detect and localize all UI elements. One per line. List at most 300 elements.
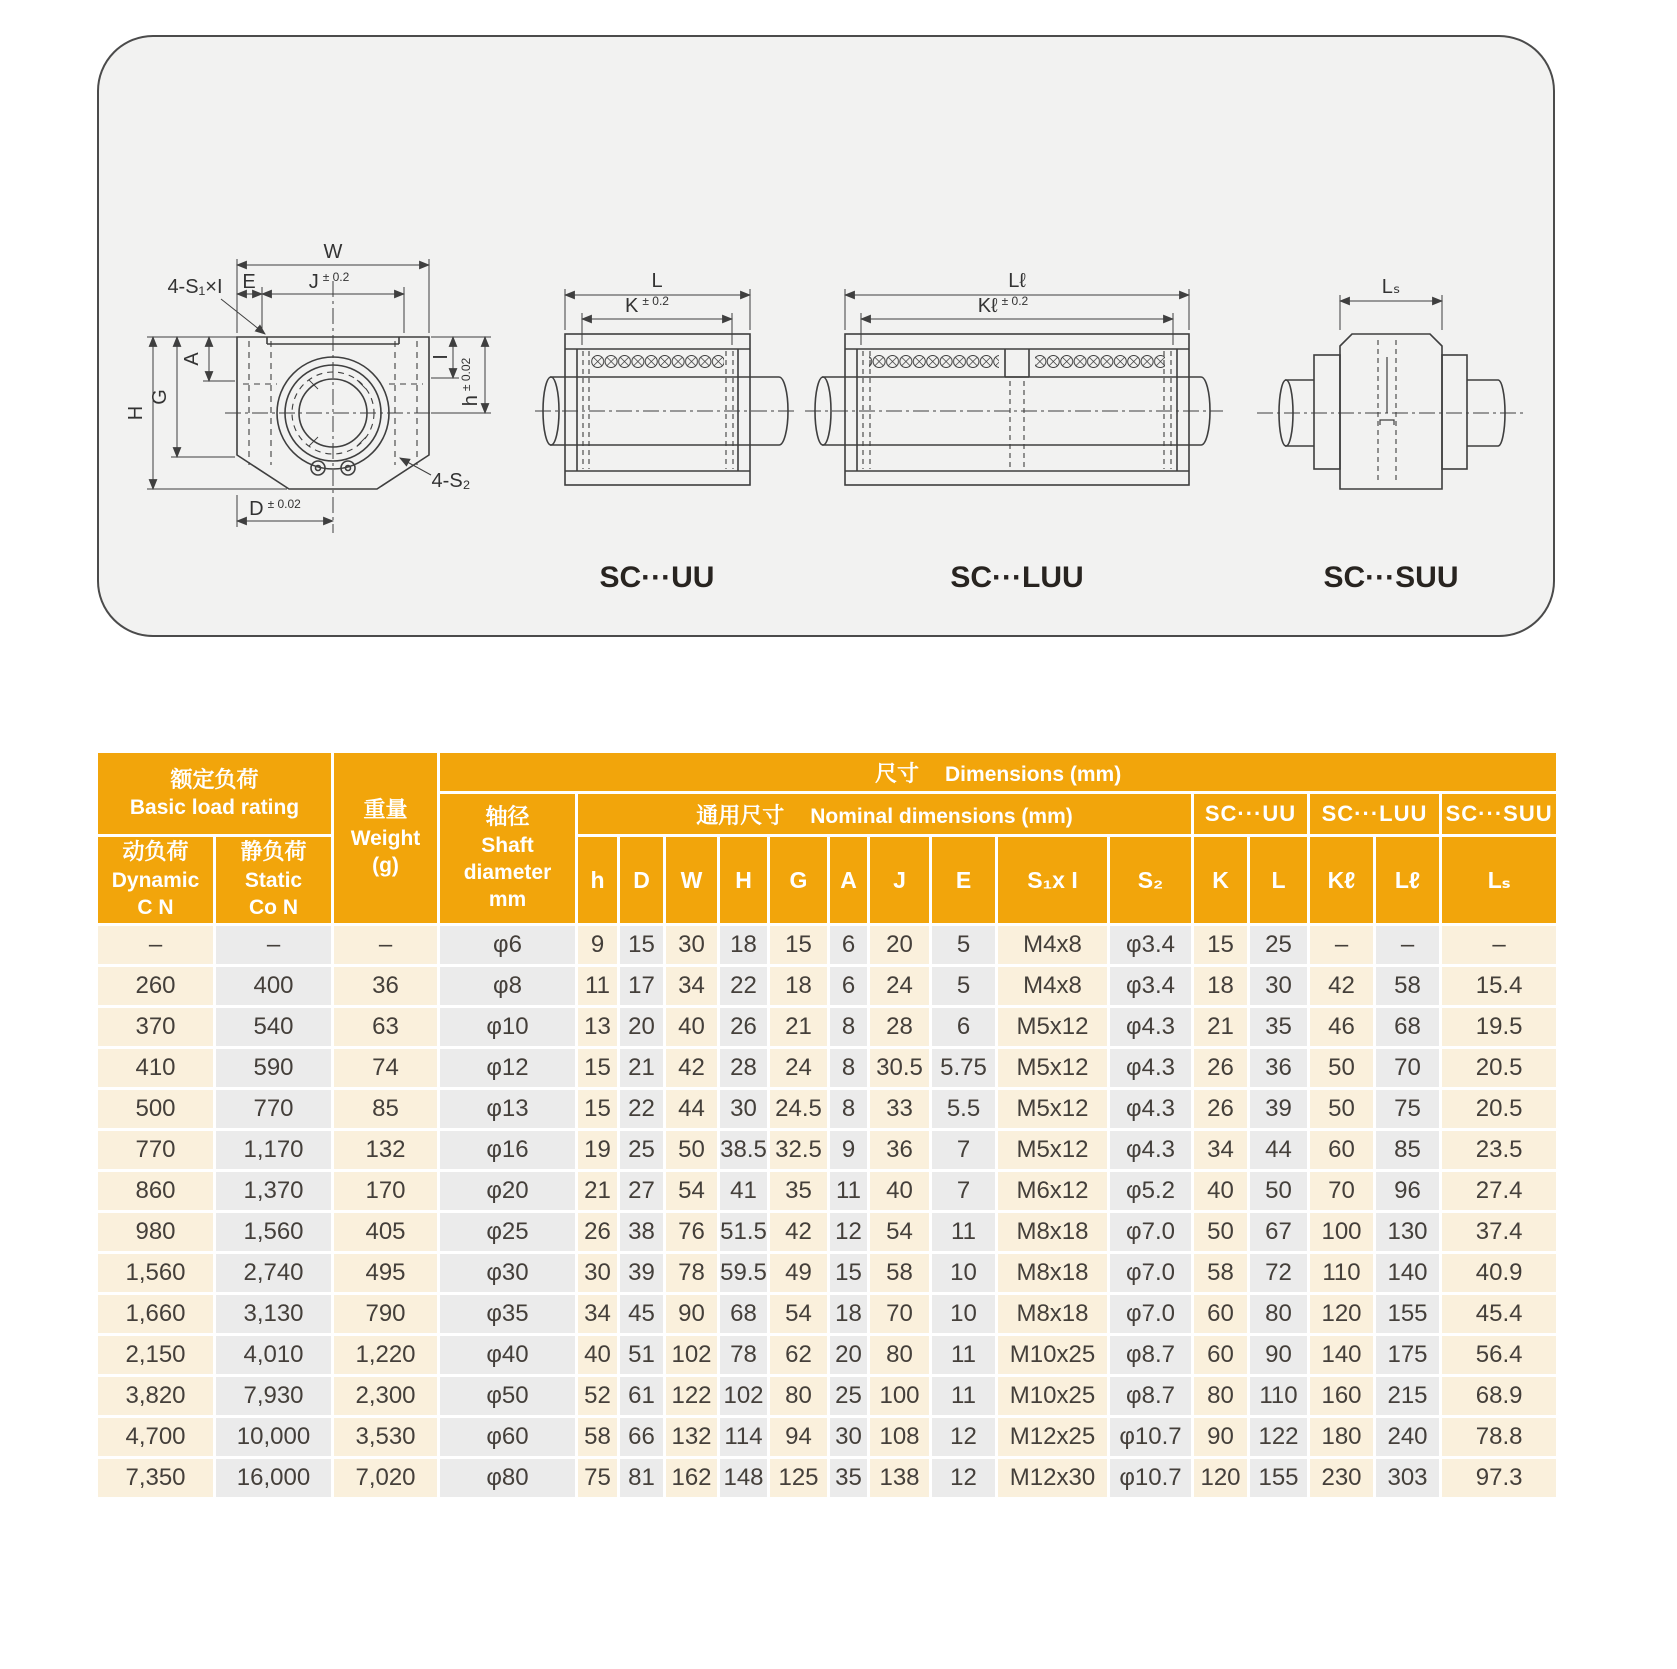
- column-letter: H: [719, 836, 769, 925]
- spec-table: [95, 750, 1559, 1500]
- table-cell: φ4.3: [1109, 1130, 1193, 1171]
- table-cell: M12x30: [997, 1458, 1109, 1499]
- table-cell: 27: [619, 1171, 665, 1212]
- table-cell: 108: [869, 1417, 931, 1458]
- table-cell: 58: [869, 1253, 931, 1294]
- table-cell: 130: [1375, 1212, 1441, 1253]
- table-cell: 5: [931, 925, 997, 966]
- table-cell: 56.4: [1441, 1335, 1558, 1376]
- table-cell: 58: [577, 1417, 619, 1458]
- header-sc-uu: SC···UU: [1193, 793, 1309, 836]
- header-weight-zh: 重量: [363, 797, 408, 823]
- table-body: [97, 925, 1558, 1499]
- table-cell: 36: [1249, 1048, 1309, 1089]
- table-cell: 102: [665, 1335, 719, 1376]
- table-cell: 15: [577, 1048, 619, 1089]
- header-shaft-diameter: [439, 793, 577, 925]
- table-cell: 114: [719, 1417, 769, 1458]
- header-basic-load-rating: [97, 752, 333, 836]
- table-cell: φ4.3: [1109, 1089, 1193, 1130]
- table-cell: 15: [619, 925, 665, 966]
- table-cell: 132: [665, 1417, 719, 1458]
- table-cell: 10,000: [215, 1417, 333, 1458]
- column-letter: Kℓ: [1309, 836, 1375, 925]
- table-cell: 50: [665, 1130, 719, 1171]
- table-cell: 21: [769, 1007, 829, 1048]
- table-cell: φ10.7: [1109, 1458, 1193, 1499]
- header-dynamic-load: [97, 836, 215, 925]
- table-cell: 34: [1193, 1130, 1249, 1171]
- column-letter: W: [665, 836, 719, 925]
- table-row: [97, 1048, 1558, 1089]
- table-cell: φ8: [439, 966, 577, 1007]
- table-cell: 18: [829, 1294, 869, 1335]
- front-view-drawing: [125, 241, 491, 533]
- table-cell: 50: [1249, 1171, 1309, 1212]
- column-letter: J: [869, 836, 931, 925]
- table-cell: 66: [619, 1417, 665, 1458]
- table-cell: 15: [577, 1089, 619, 1130]
- table-cell: 5.75: [931, 1048, 997, 1089]
- table-cell: 40.9: [1441, 1253, 1558, 1294]
- table-cell: 94: [769, 1417, 829, 1458]
- table-cell: 37.4: [1441, 1212, 1558, 1253]
- table-cell: 170: [333, 1171, 439, 1212]
- table-row: [97, 1458, 1558, 1499]
- table-cell: 80: [869, 1335, 931, 1376]
- table-cell: 63: [333, 1007, 439, 1048]
- table-cell: φ10: [439, 1007, 577, 1048]
- dim-label-j: J $^{\pm 0.2}$: [308, 270, 350, 293]
- dim-label-bolts-top: 4-S₁×I: [167, 276, 223, 298]
- dim-label-a: A: [181, 352, 203, 366]
- header-static-en: Static: [244, 869, 303, 892]
- table-cell: 25: [1249, 925, 1309, 966]
- table-cell: 26: [1193, 1048, 1249, 1089]
- table-cell: 400: [215, 966, 333, 1007]
- table-row: [97, 966, 1558, 1007]
- dim-label-d: D $^{\pm 0.02}$: [249, 497, 301, 520]
- table-cell: 42: [665, 1048, 719, 1089]
- column-letter: S₁x I: [997, 836, 1109, 925]
- table-cell: 10: [931, 1253, 997, 1294]
- table-cell: 370: [97, 1007, 215, 1048]
- table-cell: 100: [869, 1376, 931, 1417]
- dim-label-k-uu: K $^{\pm 0.2}$: [625, 294, 669, 317]
- table-cell: 35: [829, 1458, 869, 1499]
- table-cell: 590: [215, 1048, 333, 1089]
- table-row: [97, 925, 1558, 966]
- table-cell: φ60: [439, 1417, 577, 1458]
- caption-sc-uu: SC···UU: [599, 561, 715, 594]
- table-cell: 68: [719, 1294, 769, 1335]
- table-cell: 38.5: [719, 1130, 769, 1171]
- table-cell: 12: [829, 1212, 869, 1253]
- table-cell: M4x8: [997, 925, 1109, 966]
- table-cell: 45.4: [1441, 1294, 1558, 1335]
- column-letter: Lₛ: [1441, 836, 1558, 925]
- table-cell: 39: [619, 1253, 665, 1294]
- table-row: [97, 1376, 1558, 1417]
- table-cell: 61: [619, 1376, 665, 1417]
- column-letter: Lℓ: [1375, 836, 1441, 925]
- header-dynamic-unit: C N: [137, 896, 174, 920]
- column-letter: A: [829, 836, 869, 925]
- table-cell: 54: [665, 1171, 719, 1212]
- table-cell: φ8.7: [1109, 1335, 1193, 1376]
- table-cell: 4,700: [97, 1417, 215, 1458]
- table-cell: M5x12: [997, 1007, 1109, 1048]
- table-cell: M8x18: [997, 1212, 1109, 1253]
- table-cell: 28: [869, 1007, 931, 1048]
- table-cell: φ6: [439, 925, 577, 966]
- table-cell: M5x12: [997, 1048, 1109, 1089]
- header-dimensions-zh: 尺寸: [875, 760, 920, 786]
- table-cell: 13: [577, 1007, 619, 1048]
- dim-label-g: G: [149, 389, 171, 405]
- table-cell: 12: [931, 1417, 997, 1458]
- table-cell: 40: [1193, 1171, 1249, 1212]
- table-cell: 500: [97, 1089, 215, 1130]
- table-cell: 20.5: [1441, 1048, 1558, 1089]
- table-cell: φ30: [439, 1253, 577, 1294]
- table-cell: 24: [869, 966, 931, 1007]
- table-cell: 11: [931, 1376, 997, 1417]
- table-cell: –: [215, 925, 333, 966]
- table-cell: φ4.3: [1109, 1007, 1193, 1048]
- table-cell: M10x25: [997, 1376, 1109, 1417]
- table-cell: 20: [829, 1335, 869, 1376]
- table-cell: 76: [665, 1212, 719, 1253]
- table-cell: 8: [829, 1089, 869, 1130]
- table-row: [97, 1417, 1558, 1458]
- table-cell: φ13: [439, 1089, 577, 1130]
- table-cell: 11: [931, 1212, 997, 1253]
- table-cell: 15: [829, 1253, 869, 1294]
- table-cell: 40: [577, 1335, 619, 1376]
- table-cell: 3,530: [333, 1417, 439, 1458]
- table-cell: 240: [1375, 1417, 1441, 1458]
- table-cell: 70: [1309, 1171, 1375, 1212]
- table-cell: 30: [829, 1417, 869, 1458]
- drawing-panel: [97, 35, 1555, 637]
- table-cell: 122: [665, 1376, 719, 1417]
- table-cell: 4,010: [215, 1335, 333, 1376]
- table-cell: 24.5: [769, 1089, 829, 1130]
- header-static-zh: 静负荷: [240, 839, 307, 865]
- table-cell: 90: [1193, 1417, 1249, 1458]
- column-letter: G: [769, 836, 829, 925]
- table-cell: 80: [1249, 1294, 1309, 1335]
- table-cell: 120: [1309, 1294, 1375, 1335]
- table-cell: M6x12: [997, 1171, 1109, 1212]
- table-cell: 18: [719, 925, 769, 966]
- header-dimensions-en: Dimensions (mm): [945, 762, 1122, 786]
- table-cell: 495: [333, 1253, 439, 1294]
- table-cell: 100: [1309, 1212, 1375, 1253]
- table-cell: 8: [829, 1048, 869, 1089]
- table-cell: 405: [333, 1212, 439, 1253]
- table-cell: 80: [1193, 1376, 1249, 1417]
- dim-label-k-luu: Kℓ $^{\pm 0.2}$: [977, 294, 1029, 317]
- table-cell: 25: [829, 1376, 869, 1417]
- table-cell: 770: [97, 1130, 215, 1171]
- table-cell: 15: [769, 925, 829, 966]
- table-cell: 78: [665, 1253, 719, 1294]
- table-row: [97, 1171, 1558, 1212]
- header-sc-luu: SC···LUU: [1309, 793, 1441, 836]
- table-cell: 60: [1309, 1130, 1375, 1171]
- table-cell: –: [333, 925, 439, 966]
- column-letter: S₂: [1109, 836, 1193, 925]
- table-cell: 20: [869, 925, 931, 966]
- table-cell: 40: [665, 1007, 719, 1048]
- table-cell: 1,560: [215, 1212, 333, 1253]
- dim-label-ls-suu: Lₛ: [1381, 276, 1401, 298]
- header-dynamic-zh: 动负荷: [122, 839, 189, 865]
- table-cell: 19.5: [1441, 1007, 1558, 1048]
- side-view-uu-drawing: [535, 270, 795, 485]
- table-cell: 110: [1249, 1376, 1309, 1417]
- table-cell: 68.9: [1441, 1376, 1558, 1417]
- header-weight-unit: (g): [372, 854, 399, 878]
- header-weight-en: Weight: [350, 827, 421, 850]
- table-cell: 45: [619, 1294, 665, 1335]
- table-cell: 15: [1193, 925, 1249, 966]
- table-cell: 72: [1249, 1253, 1309, 1294]
- table-cell: 7,930: [215, 1376, 333, 1417]
- table-cell: 3,130: [215, 1294, 333, 1335]
- column-letter: L: [1249, 836, 1309, 925]
- table-cell: 11: [829, 1171, 869, 1212]
- table-cell: φ7.0: [1109, 1253, 1193, 1294]
- header-basic-load-zh: 额定负荷: [170, 766, 259, 792]
- header-sc-suu: SC···SUU: [1441, 793, 1558, 836]
- table-cell: 26: [719, 1007, 769, 1048]
- table-cell: 180: [1309, 1417, 1375, 1458]
- table-cell: 36: [869, 1130, 931, 1171]
- table-cell: φ25: [439, 1212, 577, 1253]
- table-cell: 32.5: [769, 1130, 829, 1171]
- table-cell: 215: [1375, 1376, 1441, 1417]
- table-cell: M5x12: [997, 1130, 1109, 1171]
- table-cell: φ16: [439, 1130, 577, 1171]
- table-cell: 25: [619, 1130, 665, 1171]
- table-cell: 303: [1375, 1458, 1441, 1499]
- table-cell: 1,370: [215, 1171, 333, 1212]
- table-cell: 38: [619, 1212, 665, 1253]
- table-cell: 39: [1249, 1089, 1309, 1130]
- table-cell: 11: [577, 966, 619, 1007]
- table-cell: φ80: [439, 1458, 577, 1499]
- table-cell: 22: [619, 1089, 665, 1130]
- table-cell: 60: [1193, 1335, 1249, 1376]
- table-cell: 1,660: [97, 1294, 215, 1335]
- table-cell: 74: [333, 1048, 439, 1089]
- table-cell: 10: [931, 1294, 997, 1335]
- table-cell: 90: [1249, 1335, 1309, 1376]
- table-row: [97, 1007, 1558, 1048]
- table-cell: 62: [769, 1335, 829, 1376]
- table-cell: 58: [1193, 1253, 1249, 1294]
- table-cell: 46: [1309, 1007, 1375, 1048]
- table-cell: 16,000: [215, 1458, 333, 1499]
- table-row: [97, 1335, 1558, 1376]
- table-cell: 102: [719, 1376, 769, 1417]
- table-cell: M5x12: [997, 1089, 1109, 1130]
- table-cell: 122: [1249, 1417, 1309, 1458]
- header-nominal-en: Nominal dimensions (mm): [810, 804, 1073, 828]
- table-cell: 162: [665, 1458, 719, 1499]
- table-cell: φ10.7: [1109, 1417, 1193, 1458]
- table-cell: 175: [1375, 1335, 1441, 1376]
- table-cell: φ12: [439, 1048, 577, 1089]
- table-cell: 81: [619, 1458, 665, 1499]
- table-cell: 30: [665, 925, 719, 966]
- table-cell: M8x18: [997, 1253, 1109, 1294]
- table-cell: 52: [577, 1376, 619, 1417]
- table-cell: 770: [215, 1089, 333, 1130]
- table-cell: 9: [577, 925, 619, 966]
- header-shaft-en1: Shaft: [481, 833, 534, 857]
- table-cell: 155: [1249, 1458, 1309, 1499]
- dim-label-l-uu: L: [651, 270, 663, 292]
- table-cell: 80: [769, 1376, 829, 1417]
- table-cell: 6: [829, 925, 869, 966]
- table-cell: 980: [97, 1212, 215, 1253]
- table-cell: 85: [333, 1089, 439, 1130]
- table-cell: 34: [577, 1294, 619, 1335]
- table-cell: φ7.0: [1109, 1212, 1193, 1253]
- dim-label-e: E: [242, 271, 256, 293]
- caption-sc-suu: SC···SUU: [1323, 561, 1459, 594]
- table-cell: 1,170: [215, 1130, 333, 1171]
- table-cell: 36: [333, 966, 439, 1007]
- table-cell: –: [1309, 925, 1375, 966]
- table-cell: 12: [931, 1458, 997, 1499]
- caption-sc-luu: SC···LUU: [950, 561, 1084, 594]
- table-cell: 30: [1249, 966, 1309, 1007]
- table-cell: φ3.4: [1109, 925, 1193, 966]
- dim-label-h-rail: $h^{\pm 0.02}$: [459, 357, 482, 407]
- table-cell: 21: [1193, 1007, 1249, 1048]
- table-cell: 35: [769, 1171, 829, 1212]
- table-cell: –: [97, 925, 215, 966]
- dim-label-h-overall: H: [125, 405, 147, 421]
- table-cell: 7: [931, 1171, 997, 1212]
- table-cell: 40: [869, 1171, 931, 1212]
- table-cell: M10x25: [997, 1335, 1109, 1376]
- column-letter: h: [577, 836, 619, 925]
- header-nominal-dimensions: [577, 793, 1193, 836]
- table-cell: φ5.2: [1109, 1171, 1193, 1212]
- table-cell: 50: [1193, 1212, 1249, 1253]
- table-cell: 132: [333, 1130, 439, 1171]
- header-dynamic-en: Dynamic: [111, 869, 200, 892]
- table-cell: 78: [719, 1335, 769, 1376]
- table-cell: 21: [577, 1171, 619, 1212]
- table-cell: 230: [1309, 1458, 1375, 1499]
- header-static-load: [215, 836, 333, 925]
- dim-label-l-luu: Lℓ: [1008, 270, 1026, 292]
- table-cell: 51.5: [719, 1212, 769, 1253]
- table-cell: 42: [1309, 966, 1375, 1007]
- table-cell: 18: [769, 966, 829, 1007]
- table-cell: 85: [1375, 1130, 1441, 1171]
- table-cell: 7,350: [97, 1458, 215, 1499]
- side-view-luu-drawing: [805, 270, 1223, 485]
- table-cell: 30.5: [869, 1048, 931, 1089]
- dim-label-i: I: [430, 354, 452, 360]
- table-cell: 44: [665, 1089, 719, 1130]
- header-basic-load-en: Basic load rating: [129, 796, 300, 820]
- table-cell: 75: [577, 1458, 619, 1499]
- table-cell: 54: [769, 1294, 829, 1335]
- table-cell: 410: [97, 1048, 215, 1089]
- table-cell: –: [1441, 925, 1558, 966]
- table-cell: 260: [97, 966, 215, 1007]
- table-cell: φ40: [439, 1335, 577, 1376]
- table-cell: M8x18: [997, 1294, 1109, 1335]
- table-cell: 125: [769, 1458, 829, 1499]
- column-letter: K: [1193, 836, 1249, 925]
- table-cell: φ20: [439, 1171, 577, 1212]
- table-cell: 27.4: [1441, 1171, 1558, 1212]
- table-cell: φ4.3: [1109, 1048, 1193, 1089]
- technical-drawing: [99, 37, 1553, 635]
- table-cell: 28: [719, 1048, 769, 1089]
- table-cell: 60: [1193, 1294, 1249, 1335]
- table-cell: 3,820: [97, 1376, 215, 1417]
- table-cell: 50: [1309, 1089, 1375, 1130]
- table-cell: 49: [769, 1253, 829, 1294]
- dim-label-w: W: [323, 241, 343, 263]
- table-cell: 33: [869, 1089, 931, 1130]
- table-cell: 78.8: [1441, 1417, 1558, 1458]
- table-cell: 70: [869, 1294, 931, 1335]
- table-cell: 30: [719, 1089, 769, 1130]
- table-cell: 790: [333, 1294, 439, 1335]
- table-cell: 540: [215, 1007, 333, 1048]
- table-cell: 19: [577, 1130, 619, 1171]
- table-cell: 1,220: [333, 1335, 439, 1376]
- table-cell: 59.5: [719, 1253, 769, 1294]
- table-cell: 6: [829, 966, 869, 1007]
- table-cell: 97.3: [1441, 1458, 1558, 1499]
- table-cell: 140: [1309, 1335, 1375, 1376]
- header-dimensions: [439, 752, 1558, 793]
- table-cell: 7: [931, 1130, 997, 1171]
- table-cell: 15.4: [1441, 966, 1558, 1007]
- table-cell: 44: [1249, 1130, 1309, 1171]
- table-cell: 26: [1193, 1089, 1249, 1130]
- table-cell: 7,020: [333, 1458, 439, 1499]
- table-cell: 18: [1193, 966, 1249, 1007]
- table-cell: M4x8: [997, 966, 1109, 1007]
- table-cell: 54: [869, 1212, 931, 1253]
- table-cell: 42: [769, 1212, 829, 1253]
- table-cell: 9: [829, 1130, 869, 1171]
- table-cell: 160: [1309, 1376, 1375, 1417]
- table-cell: 20.5: [1441, 1089, 1558, 1130]
- table-cell: 23.5: [1441, 1130, 1558, 1171]
- table-cell: 1,560: [97, 1253, 215, 1294]
- column-letter: D: [619, 836, 665, 925]
- table-cell: 2,740: [215, 1253, 333, 1294]
- header-shaft-en2: diameter: [463, 861, 552, 885]
- table-cell: 21: [619, 1048, 665, 1089]
- column-letter: E: [931, 836, 997, 925]
